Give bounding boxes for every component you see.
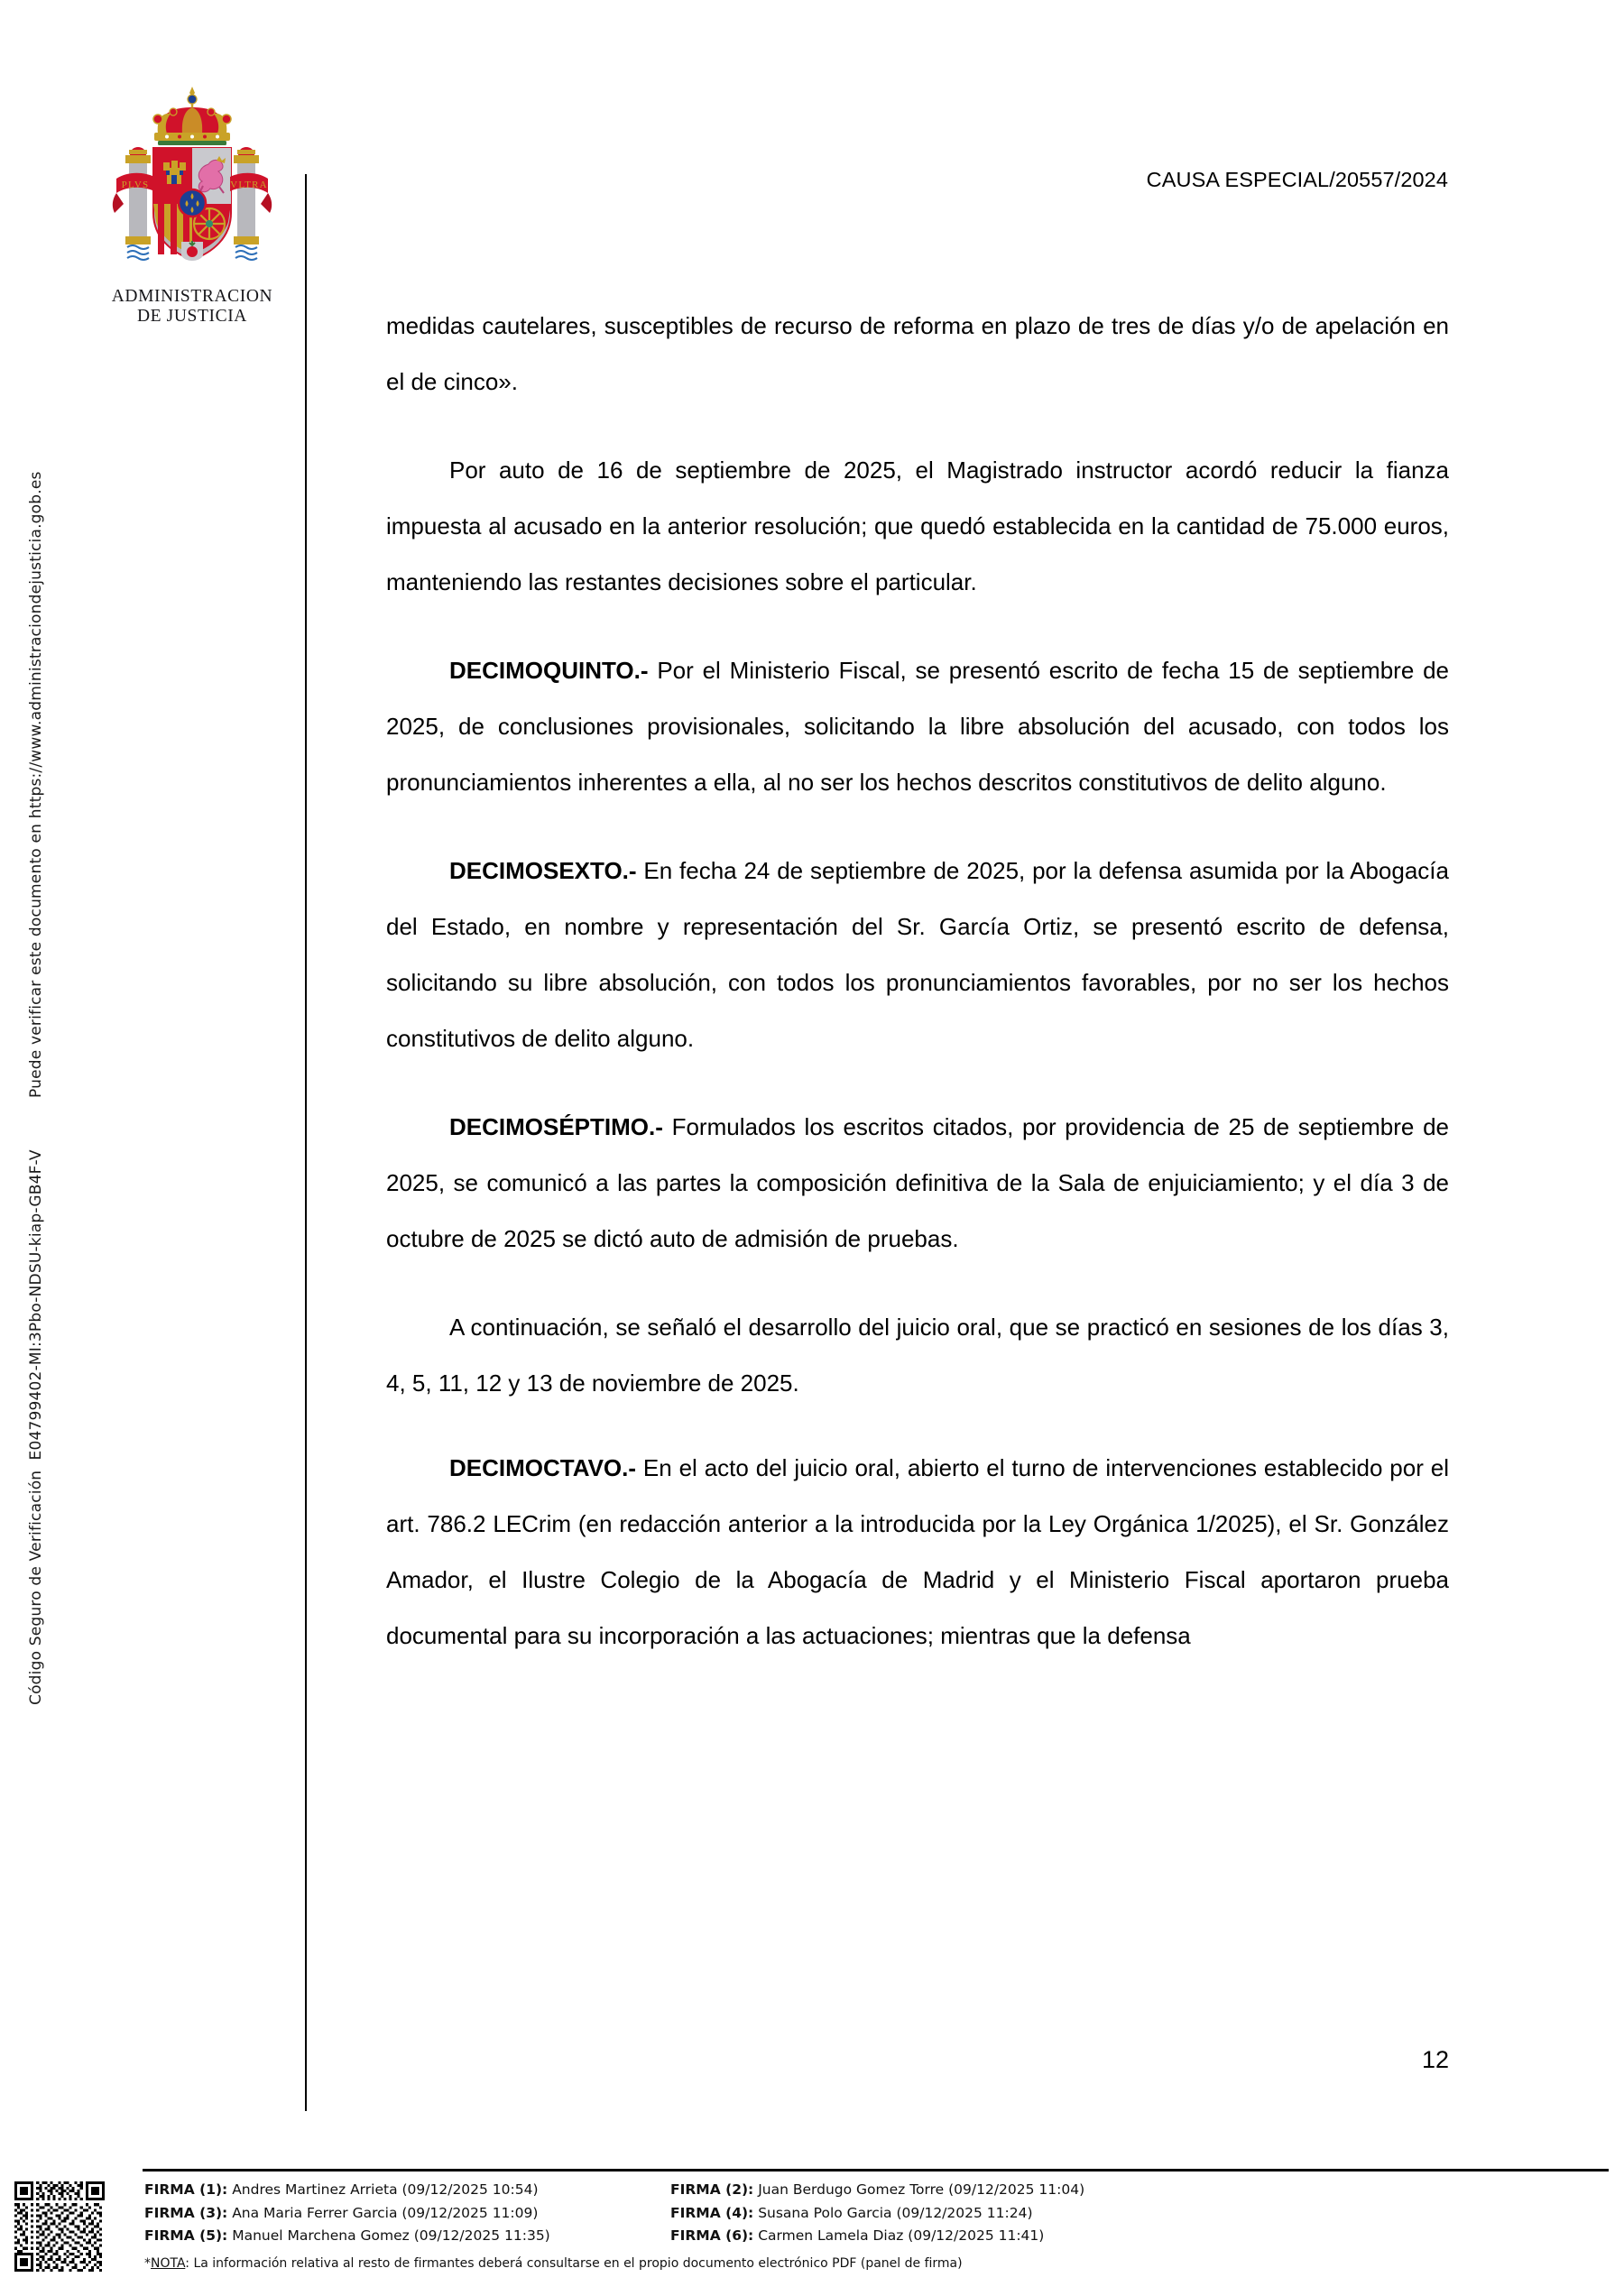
signature-entry-3 <box>144 2202 582 2226</box>
signature-label: FIRMA (2): <box>670 2181 754 2198</box>
footer-divider <box>143 2169 1609 2172</box>
signature-label: FIRMA (1): <box>144 2181 228 2198</box>
signature-label: FIRMA (3): <box>144 2204 228 2221</box>
signature-value: Ana Maria Ferrer Garcia (09/12/2025 11:09) <box>227 2204 539 2221</box>
emblem-caption-line1: ADMINISTRACION <box>111 287 273 306</box>
paragraph-text: Por auto de 16 de septiembre de 2025, el Magistrado instructor acordó reducir la fianza impuesta al acusado en la anterior resolución; que quedó establecida en la cantidad de 75.000 euros, manteniendo las restantes decisiones sobre el particular. <box>386 456 1449 595</box>
emblem-caption-line2: DE JUSTICIA <box>137 306 247 326</box>
paragraph-continuacion-juicio <box>386 1299 1449 1411</box>
paragraph-auto-16-sept <box>386 442 1449 610</box>
csv-code: E04799402-MI:3Pbo-NDSU-kiap-GB4F-V <box>27 1149 45 1461</box>
signature-value: Susana Polo Garcia (09/12/2025 11:24) <box>753 2204 1033 2221</box>
signature-label: FIRMA (4): <box>670 2204 754 2221</box>
motto-left-text: PLVS <box>121 180 150 190</box>
signature-entry-4 <box>670 2202 1610 2226</box>
paragraph-continuation <box>386 298 1449 410</box>
signature-entry-6 <box>670 2225 1610 2248</box>
signature-label: FIRMA (6): <box>670 2227 754 2244</box>
paragraph-lead: DECIMOQUINTO.- <box>449 657 649 684</box>
note-keyword: NOTA <box>151 2256 186 2271</box>
csv-verify-text: Puede verificar este documento en https://www.administraciondejusticia.gob.es <box>27 471 45 1099</box>
signature-footer <box>0 2169 1624 2296</box>
spain-coat-of-arms-icon <box>102 78 282 285</box>
paragraph-text: En el acto del juicio oral, abierto el turno de intervenciones establecido por el art. 786.2 LECrim (en redacción anterior a la introducida por la Ley Orgánica 1/2025), el Sr. González Amador, el Ilustre Colegio de la Abogacía de Madrid y el Ministerio Fiscal aportaron prueba documental para su incorporación a las actuaciones; mientras que la defensa <box>386 1454 1449 1649</box>
signature-value: Juan Berdugo Gomez Torre (09/12/2025 11:04) <box>753 2181 1085 2198</box>
signature-value: Andres Martinez Arrieta (09/12/2025 10:54) <box>227 2181 539 2198</box>
paragraph-lead: DECIMOSÉPTIMO.- <box>449 1113 663 1140</box>
csv-label: Código Seguro de Verificación <box>27 1470 45 1705</box>
paragraph-text: medidas cautelares, susceptibles de recurso de reforma en plazo de tres de días y/o de apelación en el de cinco». <box>386 312 1449 395</box>
margin-divider <box>305 174 307 2111</box>
coat-of-arms-block <box>97 78 287 327</box>
paragraph-text: Por el Ministerio Fiscal, se presentó escrito de fecha 15 de septiembre de 2025, de conclusiones provisionales, solicitando la libre absolución del acusado, con todos los pronunciamientos inherentes a ella, al no ser los hechos descritos constitutivos de delito alguno. <box>386 657 1449 796</box>
paragraph-decimoseptimo <box>386 1099 1449 1267</box>
paragraph-text: Formulados los escritos citados, por providencia de 25 de septiembre de 2025, se comunicó a las partes la composición definitiva de la Sala de enjuiciamiento; y el día 3 de octubre de 2025 se dictó auto de admisión de pruebas. <box>386 1113 1449 1252</box>
paragraph-decimoctavo <box>386 1440 1449 1664</box>
paragraph-lead: DECIMOCTAVO.- <box>449 1454 637 1481</box>
note-text: : La información relativa al resto de firmantes deberá consultarse en el propio documento electrónico PDF (panel de firma) <box>185 2256 963 2271</box>
document-body <box>386 298 1449 1664</box>
signature-value: Carmen Lamela Diaz (09/12/2025 11:41) <box>753 2227 1045 2244</box>
case-reference-header: CAUSA ESPECIAL/20557/2024 <box>1146 168 1448 191</box>
footer-note <box>144 2255 963 2273</box>
note-asterisk: * <box>144 2256 151 2271</box>
signature-entry-2 <box>670 2179 1610 2202</box>
signature-list <box>144 2179 1610 2248</box>
paragraph-text: A continuación, se señaló el desarrollo del juicio oral, que se practicó en sesiones de los días 3, 4, 5, 11, 12 y 13 de noviembre de 2025. <box>386 1314 1449 1397</box>
page-number: 12 <box>1421 2046 1449 2073</box>
paragraph-decimosexto <box>386 843 1449 1066</box>
paragraph-decimoquinto <box>386 642 1449 810</box>
verification-code-strip <box>0 0 78 2147</box>
signature-entry-5 <box>144 2225 582 2248</box>
paragraph-lead: DECIMOSEXTO.- <box>449 857 637 884</box>
paragraph-text: En fecha 24 de septiembre de 2025, por la defensa asumida por la Abogacía del Estado, en nombre y representación del Sr. García Ortiz, se presentó escrito de defensa, solicitando su libre absolución, con todos los pronunciamientos favorables, por no ser los hechos constitutivos de delito alguno. <box>386 857 1449 1052</box>
qr-code-icon <box>14 2181 105 2272</box>
verification-code-text <box>27 135 45 2030</box>
signature-label: FIRMA (5): <box>144 2227 228 2244</box>
motto-right-text: VLTRA <box>230 180 268 190</box>
signature-value: Manuel Marchena Gomez (09/12/2025 11:35) <box>227 2227 550 2244</box>
emblem-caption <box>97 287 287 327</box>
signature-entry-1 <box>144 2179 582 2202</box>
